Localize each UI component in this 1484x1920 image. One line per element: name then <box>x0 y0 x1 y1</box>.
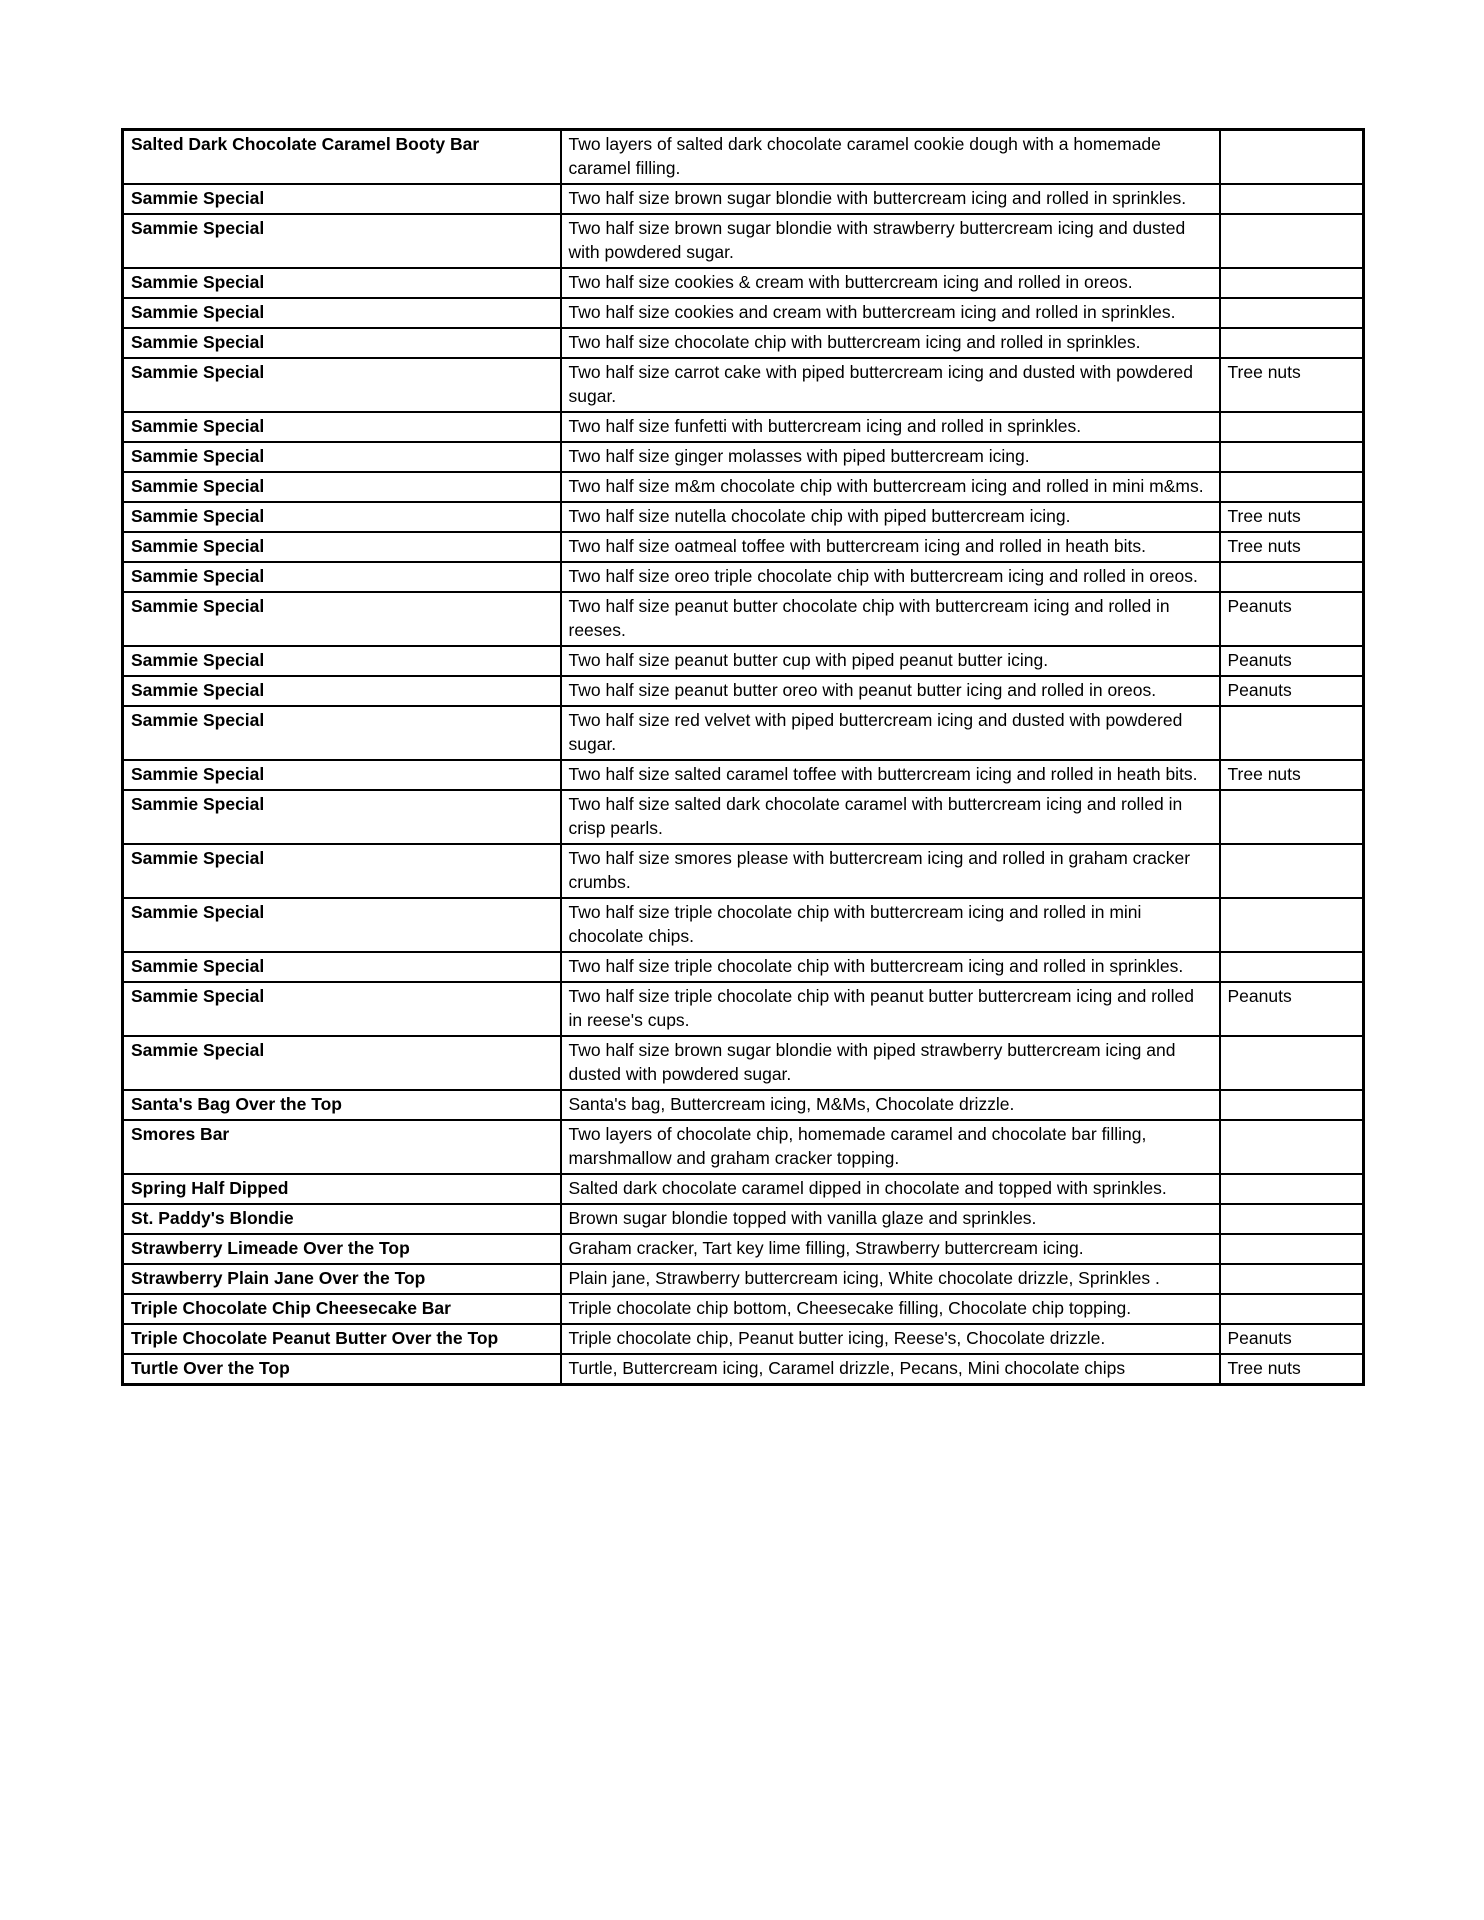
table-row <box>123 898 1364 952</box>
item-name-cell: Strawberry Limeade Over the Top <box>123 1234 561 1264</box>
item-name-cell: Sammie Special <box>123 1036 561 1090</box>
allergen-cell <box>1220 1294 1364 1324</box>
table-row <box>123 298 1364 328</box>
allergen-cell: Peanuts <box>1220 1324 1364 1354</box>
allergen-cell <box>1220 298 1364 328</box>
table-row <box>123 1090 1364 1120</box>
item-name-cell: Sammie Special <box>123 790 561 844</box>
description-cell: Two half size triple chocolate chip with buttercream icing and rolled in sprinkles. <box>561 952 1220 982</box>
item-name-cell: Spring Half Dipped <box>123 1174 561 1204</box>
description-cell: Brown sugar blondie topped with vanilla glaze and sprinkles. <box>561 1204 1220 1234</box>
allergen-cell <box>1220 706 1364 760</box>
table-row <box>123 358 1364 412</box>
table-row <box>123 1294 1364 1324</box>
allergen-cell <box>1220 184 1364 214</box>
item-name-cell: Turtle Over the Top <box>123 1354 561 1385</box>
description-cell: Two half size carrot cake with piped buttercream icing and dusted with powdered sugar. <box>561 358 1220 412</box>
description-cell: Salted dark chocolate caramel dipped in chocolate and topped with sprinkles. <box>561 1174 1220 1204</box>
item-name-cell: Sammie Special <box>123 676 561 706</box>
item-name-cell: Sammie Special <box>123 844 561 898</box>
description-cell: Two half size oatmeal toffee with buttercream icing and rolled in heath bits. <box>561 532 1220 562</box>
item-name-cell: Santa's Bag Over the Top <box>123 1090 561 1120</box>
table-row <box>123 1036 1364 1090</box>
item-name-cell: St. Paddy's Blondie <box>123 1204 561 1234</box>
item-name-cell: Sammie Special <box>123 898 561 952</box>
allergen-cell <box>1220 130 1364 185</box>
allergen-cell <box>1220 1120 1364 1174</box>
item-name-cell: Sammie Special <box>123 952 561 982</box>
allergen-cell <box>1220 790 1364 844</box>
description-cell: Two half size salted caramel toffee with buttercream icing and rolled in heath bits. <box>561 760 1220 790</box>
allergen-cell: Tree nuts <box>1220 760 1364 790</box>
allergen-cell: Peanuts <box>1220 592 1364 646</box>
allergen-cell <box>1220 844 1364 898</box>
table-row <box>123 1204 1364 1234</box>
table-row <box>123 1264 1364 1294</box>
table-row <box>123 844 1364 898</box>
allergen-cell <box>1220 1036 1364 1090</box>
allergen-cell: Tree nuts <box>1220 502 1364 532</box>
table-row <box>123 706 1364 760</box>
description-cell: Two half size cookies and cream with buttercream icing and rolled in sprinkles. <box>561 298 1220 328</box>
item-name-cell: Sammie Special <box>123 472 561 502</box>
allergen-cell: Tree nuts <box>1220 532 1364 562</box>
table-row <box>123 562 1364 592</box>
table-row <box>123 1120 1364 1174</box>
allergen-cell <box>1220 328 1364 358</box>
table-row <box>123 1324 1364 1354</box>
allergen-cell: Tree nuts <box>1220 1354 1364 1385</box>
item-name-cell: Sammie Special <box>123 328 561 358</box>
table-row <box>123 502 1364 532</box>
description-cell: Two half size cookies & cream with buttercream icing and rolled in oreos. <box>561 268 1220 298</box>
item-name-cell: Sammie Special <box>123 592 561 646</box>
item-name-cell: Sammie Special <box>123 502 561 532</box>
description-cell: Two half size triple chocolate chip with peanut butter buttercream icing and rolled in reese's cups. <box>561 982 1220 1036</box>
item-name-cell: Sammie Special <box>123 646 561 676</box>
table-row <box>123 1174 1364 1204</box>
allergen-cell <box>1220 898 1364 952</box>
description-cell: Two half size salted dark chocolate caramel with buttercream icing and rolled in crisp pearls. <box>561 790 1220 844</box>
allergen-cell <box>1220 412 1364 442</box>
item-name-cell: Sammie Special <box>123 982 561 1036</box>
description-cell: Two half size funfetti with buttercream icing and rolled in sprinkles. <box>561 412 1220 442</box>
menu-items-table <box>121 128 1365 1386</box>
description-cell: Two half size brown sugar blondie with buttercream icing and rolled in sprinkles. <box>561 184 1220 214</box>
item-name-cell: Sammie Special <box>123 562 561 592</box>
item-name-cell: Sammie Special <box>123 268 561 298</box>
table-row <box>123 328 1364 358</box>
description-cell: Santa's bag, Buttercream icing, M&Ms, Chocolate drizzle. <box>561 1090 1220 1120</box>
description-cell: Two half size nutella chocolate chip with piped buttercream icing. <box>561 502 1220 532</box>
description-cell: Triple chocolate chip, Peanut butter icing, Reese's, Chocolate drizzle. <box>561 1324 1220 1354</box>
description-cell: Two layers of salted dark chocolate caramel cookie dough with a homemade caramel filling. <box>561 130 1220 185</box>
description-cell: Two layers of chocolate chip, homemade caramel and chocolate bar filling, marshmallow and graham cracker topping. <box>561 1120 1220 1174</box>
table-row <box>123 532 1364 562</box>
description-cell: Two half size chocolate chip with buttercream icing and rolled in sprinkles. <box>561 328 1220 358</box>
allergen-cell: Peanuts <box>1220 676 1364 706</box>
description-cell: Graham cracker, Tart key lime filling, Strawberry buttercream icing. <box>561 1234 1220 1264</box>
allergen-cell <box>1220 1090 1364 1120</box>
description-cell: Two half size smores please with buttercream icing and rolled in graham cracker crumbs. <box>561 844 1220 898</box>
allergen-cell <box>1220 214 1364 268</box>
table-row <box>123 790 1364 844</box>
description-cell: Two half size brown sugar blondie with piped strawberry buttercream icing and dusted with powdered sugar. <box>561 1036 1220 1090</box>
description-cell: Triple chocolate chip bottom, Cheesecake filling, Chocolate chip topping. <box>561 1294 1220 1324</box>
item-name-cell: Salted Dark Chocolate Caramel Booty Bar <box>123 130 561 185</box>
allergen-cell: Peanuts <box>1220 646 1364 676</box>
item-name-cell: Strawberry Plain Jane Over the Top <box>123 1264 561 1294</box>
description-cell: Two half size brown sugar blondie with strawberry buttercream icing and dusted with powdered sugar. <box>561 214 1220 268</box>
allergen-cell <box>1220 1204 1364 1234</box>
allergen-cell <box>1220 472 1364 502</box>
description-cell: Two half size m&m chocolate chip with buttercream icing and rolled in mini m&ms. <box>561 472 1220 502</box>
table-row <box>123 472 1364 502</box>
table-row <box>123 952 1364 982</box>
description-cell: Two half size peanut butter oreo with peanut butter icing and rolled in oreos. <box>561 676 1220 706</box>
description-cell: Turtle, Buttercream icing, Caramel drizzle, Pecans, Mini chocolate chips <box>561 1354 1220 1385</box>
description-cell: Two half size oreo triple chocolate chip with buttercream icing and rolled in oreos. <box>561 562 1220 592</box>
allergen-cell: Peanuts <box>1220 982 1364 1036</box>
item-name-cell: Sammie Special <box>123 412 561 442</box>
table-row <box>123 646 1364 676</box>
table-row <box>123 130 1364 185</box>
table-row <box>123 412 1364 442</box>
allergen-cell <box>1220 1264 1364 1294</box>
item-name-cell: Sammie Special <box>123 442 561 472</box>
item-name-cell: Sammie Special <box>123 706 561 760</box>
description-cell: Two half size peanut butter cup with piped peanut butter icing. <box>561 646 1220 676</box>
table-row <box>123 268 1364 298</box>
item-name-cell: Sammie Special <box>123 184 561 214</box>
table-row <box>123 982 1364 1036</box>
description-cell: Two half size ginger molasses with piped buttercream icing. <box>561 442 1220 472</box>
allergen-cell <box>1220 1174 1364 1204</box>
table-row <box>123 592 1364 646</box>
table-row <box>123 1354 1364 1385</box>
table-row <box>123 676 1364 706</box>
allergen-cell <box>1220 1234 1364 1264</box>
table-row <box>123 214 1364 268</box>
item-name-cell: Sammie Special <box>123 214 561 268</box>
item-name-cell: Triple Chocolate Chip Cheesecake Bar <box>123 1294 561 1324</box>
allergen-cell <box>1220 268 1364 298</box>
allergen-cell <box>1220 442 1364 472</box>
item-name-cell: Sammie Special <box>123 532 561 562</box>
description-cell: Two half size red velvet with piped buttercream icing and dusted with powdered sugar. <box>561 706 1220 760</box>
item-name-cell: Sammie Special <box>123 298 561 328</box>
description-cell: Two half size peanut butter chocolate chip with buttercream icing and rolled in reeses. <box>561 592 1220 646</box>
allergen-cell: Tree nuts <box>1220 358 1364 412</box>
item-name-cell: Triple Chocolate Peanut Butter Over the Top <box>123 1324 561 1354</box>
table-row <box>123 184 1364 214</box>
table-row <box>123 442 1364 472</box>
item-name-cell: Sammie Special <box>123 760 561 790</box>
table-row <box>123 760 1364 790</box>
item-name-cell: Smores Bar <box>123 1120 561 1174</box>
item-name-cell: Sammie Special <box>123 358 561 412</box>
description-cell: Two half size triple chocolate chip with buttercream icing and rolled in mini chocolate chips. <box>561 898 1220 952</box>
allergen-cell <box>1220 562 1364 592</box>
description-cell: Plain jane, Strawberry buttercream icing, White chocolate drizzle, Sprinkles . <box>561 1264 1220 1294</box>
allergen-cell <box>1220 952 1364 982</box>
table-row <box>123 1234 1364 1264</box>
